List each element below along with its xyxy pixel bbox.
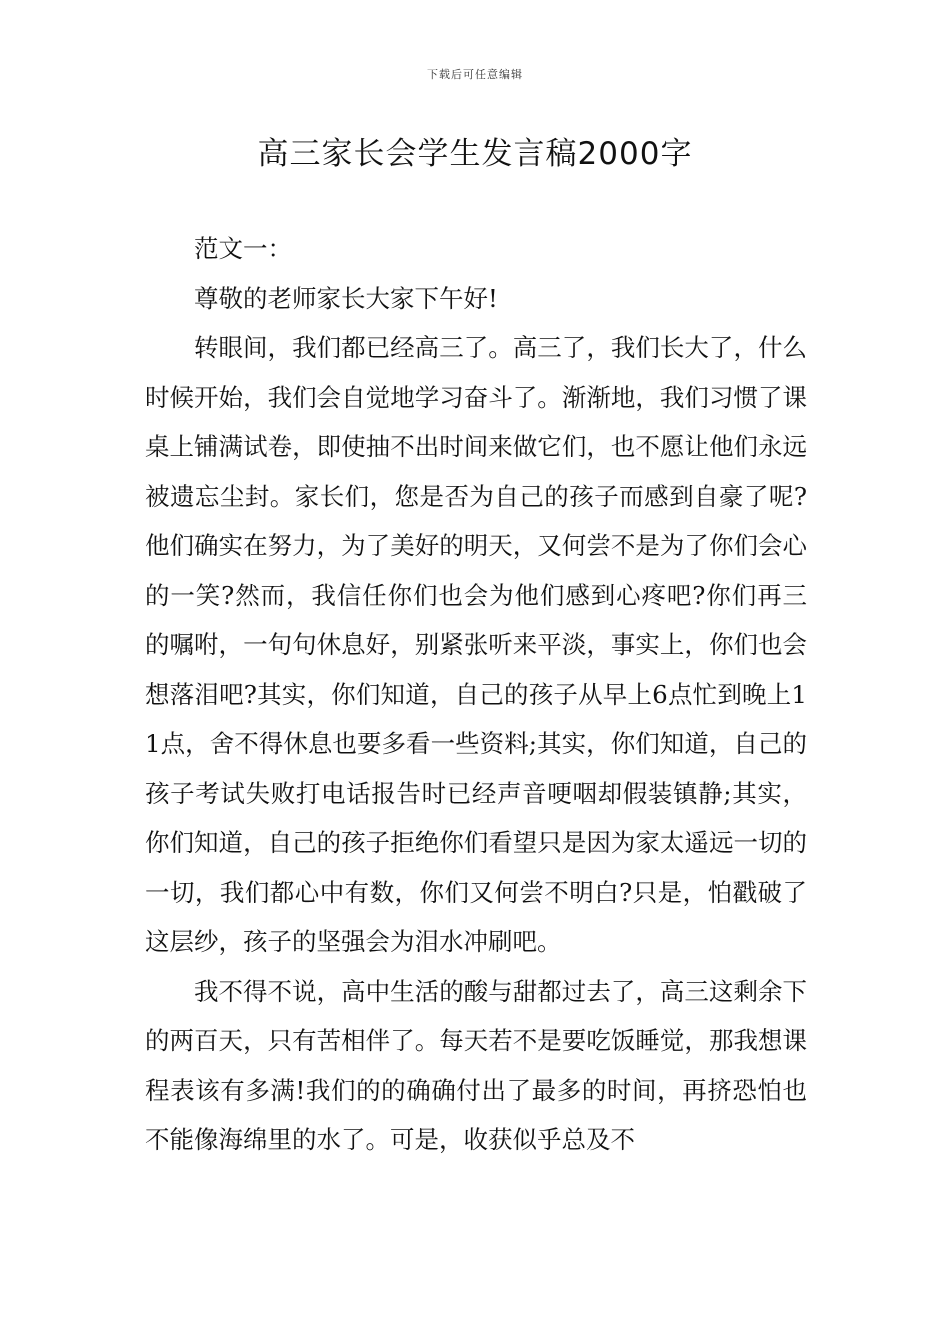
header-note: 下载后可任意编辑: [427, 68, 523, 81]
document-title: 高三家长会学生发言稿2000字: [257, 136, 693, 172]
paragraph-body-2: 我不得不说，高中生活的酸与甜都过去了，高三这剩余下的两百天，只有苦相伴了。每天若不是要吃饭睡觉，那我想课程表该有多满!我们的的确确付出了最多的时间，再挤恐怕也不能像海绵里的水了。可是，收获似乎总及不: [145, 976, 807, 1154]
paragraph-body-1: 转眼间，我们都已经高三了。高三了，我们长大了，什么时候开始，我们会自觉地学习奋斗了。渐渐地，我们习惯了课桌上铺满试卷，即使抽不出时间来做它们，也不愿让他们永远被遗忘尘封。家长们，您是否为自己的孩子而感到自豪了呢?他们确实在努力，为了美好的明天，又何尝不是为了你们会心的一笑?然而，我信任你们也会为他们感到心疼吧?你们再三的嘱咐，一句句休息好，别紧张听来平淡，事实上，你们也会想落泪吧?其实，你们知道，自己的孩子从早上6点忙到晚上11点，舍不得休息也要多看一些资料;其实，你们知道，自己的孩子考试失败打电话报告时已经声音哽咽却假装镇静;其实，你们知道，自己的孩子拒绝你们看望只是因为家太遥远一切的一切，我们都心中有数，你们又何尝不明白?只是，怕戳破了这层纱，孩子的坚强会为泪水冲刷吧。: [145, 333, 807, 956]
paragraph-greeting: 尊敬的老师家长大家下午好!: [194, 283, 498, 313]
paragraph-label: 范文一：: [194, 234, 292, 263]
document-body: [145, 224, 807, 1165]
